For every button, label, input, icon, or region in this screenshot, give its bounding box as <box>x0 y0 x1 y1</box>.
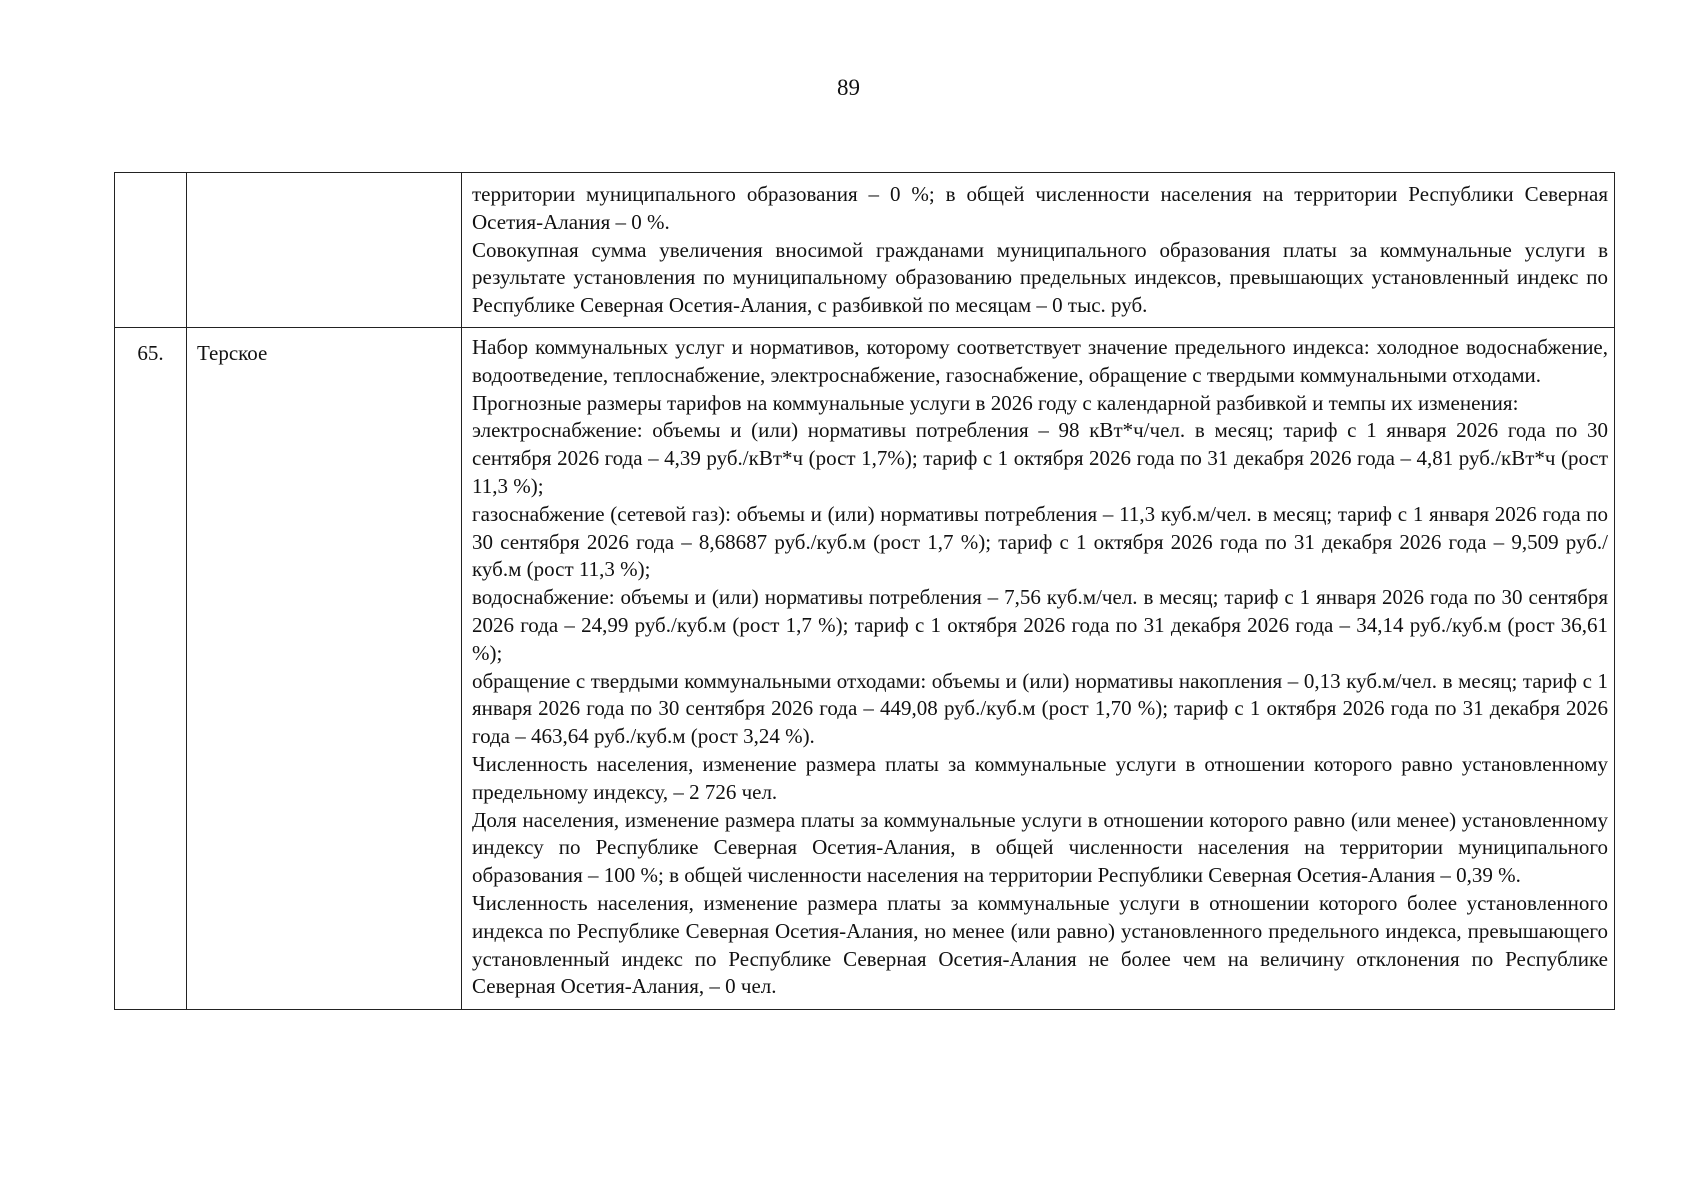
municipality-name-cell <box>187 327 462 1009</box>
municipality-name <box>187 173 461 185</box>
row-number-cell <box>115 173 187 328</box>
municipal-tariff-table <box>114 172 1615 1010</box>
paragraph: Доля населения, изменение размера платы за коммунальные услуги в отношении которого равно (или менее) установленному индексу по Республике Северная Осетия-Алания, в общей численности населения на территории муниципального образования – 100 %; в общей численности населения на территории Республики Северная Осетия-Алания – 0,39 %. <box>472 807 1608 888</box>
paragraph: электроснабжение: объемы и (или) нормативы потребления – 98 кВт*ч/чел. в месяц; тариф с 1 января 2026 года по 30 сентября 2026 года – 4,39 руб./кВт*ч (рост 1,7%); тариф с 1 октября 2026 года по 31 декабря 2026 года – 4,81 руб./кВт*ч (рост 11,3 %); <box>472 418 1608 498</box>
paragraph: Прогнозные размеры тарифов на коммунальные услуги в 2026 году с календарной разбивкой и темпы их изменения: <box>472 390 1519 415</box>
paragraph: обращение с твердыми коммунальными отходами: объемы и (или) нормативы накопления – 0,13 куб.м/чел. в месяц; тариф с 1 января 2026 года по 30 сентября 2026 года – 449,08 руб./куб.м (рост 1,70 %); тариф с 1 октября 2026 года по 31 декабря 2026 года – 463,64 руб./куб.м (рост 3,24 %). <box>472 668 1608 749</box>
description-cell <box>462 327 1615 1009</box>
municipality-name: Терское <box>197 340 268 365</box>
municipality-name-cell <box>187 173 462 328</box>
paragraph: Совокупная сумма увеличения вносимой гражданами муниципального образования платы за коммунальные услуги в результате установления по муниципальному образованию предельных индексов, превышающих установленный индекс по Республике Северная Осетия-Алания, с разбивкой по месяцам – 0 тыс. руб. <box>472 237 1608 318</box>
row-number: 65. <box>137 340 164 365</box>
paragraph: газоснабжение (сетевой газ): объемы и (или) нормативы потребления – 11,3 куб.м/чел. в месяц; тариф с 1 января 2026 года по 30 сентября 2026 года – 8,68687 руб./куб.м (рост 1,7 %); тариф с 1 октября 2026 года по 31 декабря 2026 года – 9,509 руб./куб.м (рост 11,3 %); <box>472 501 1608 582</box>
table-row <box>115 173 1615 328</box>
paragraph: территории муниципального образования – 0 %; в общей численности населения на территории Республики Северная Осетия-Алания – 0 %. <box>472 182 1608 234</box>
paragraph: Численность населения, изменение размера платы за коммунальные услуги в отношении которого более установленного индекса по Республике Северная Осетия-Алания, но менее (или равно) установленного предельного индекса, превышающего установленный индекс по Республике Северная Осетия-Алания не более чем на величину отклонения по Республике Северная Осетия-Алания, – 0 чел. <box>472 890 1608 999</box>
paragraph: Численность населения, изменение размера платы за коммунальные услуги в отношении которого равно установленному предельному индексу, – 2 726 чел. <box>472 751 1608 804</box>
description-cell <box>462 173 1615 328</box>
paragraph: Набор коммунальных услуг и нормативов, которому соответствует значение предельного индекса: холодное водоснабжение, водоотведение, теплоснабжение, электроснабжение, газоснабжение, обращение с твердыми коммунальными отходами. <box>472 334 1608 387</box>
row-number <box>115 173 186 185</box>
table-row <box>115 327 1615 1009</box>
row-number-cell <box>115 327 187 1009</box>
paragraph: водоснабжение: объемы и (или) нормативы потребления – 7,56 куб.м/чел. в месяц; тариф с 1 января 2026 года по 30 сентября 2026 года – 24,99 руб./куб.м (рост 1,7 %); тариф с 1 октября 2026 года по 31 декабря 2026 года – 34,14 руб./куб.м (рост 36,61 %); <box>472 585 1608 665</box>
page-number: 89 <box>837 75 860 100</box>
